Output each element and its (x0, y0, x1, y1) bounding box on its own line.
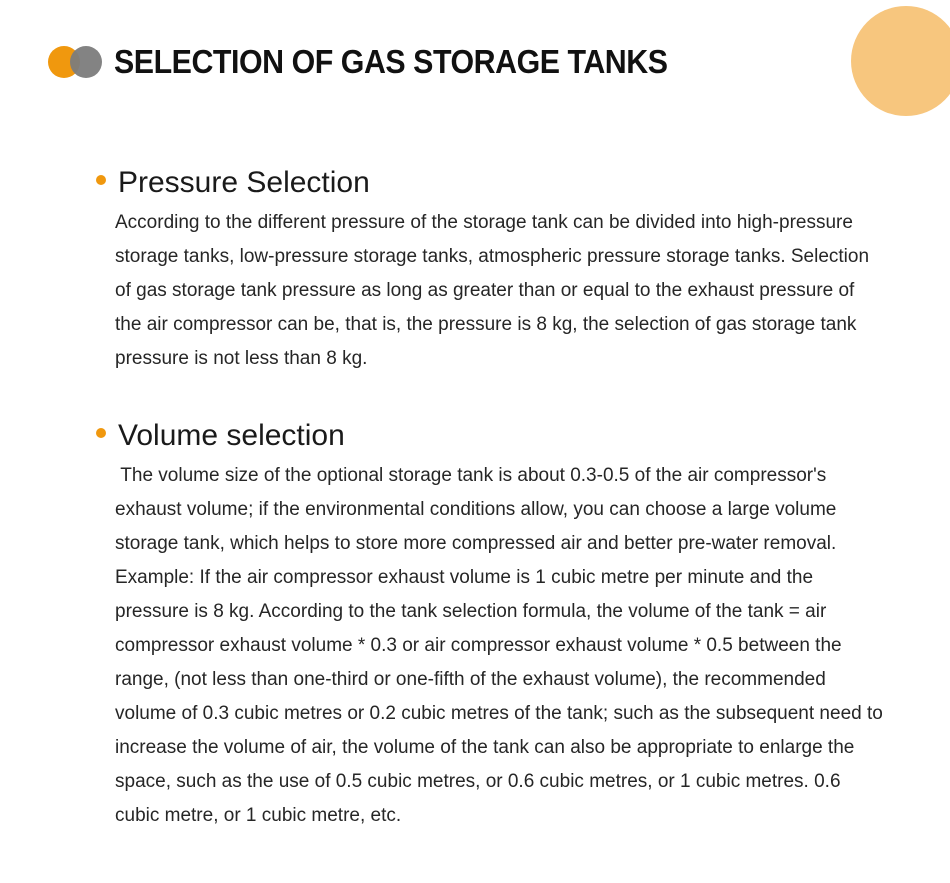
page-header (48, 40, 716, 84)
paragraph: Example: If the air compressor exhaust volume is 1 cubic metre per minute and the pressure is 8 kg. According to the tank selection formula, the volume of the tank = air compressor exhaust volume * 0.3 or air compressor exhaust volume * 0.5 between the range, (not less than one-third or one-fifth of the exhaust volume), the recommended volume of 0.3 cubic metres or 0.2 cubic metres of the tank; such as the subsequent need to increase the volume of air, the volume of the tank can also be appropriate to enlarge the space, such as the use of 0.5 cubic metres, or 0.6 cubic metres, or 1 cubic metres. 0.6 cubic metre, or 1 cubic metre, etc. (115, 567, 889, 826)
bullet-icon (96, 428, 106, 438)
logo-icon (48, 44, 106, 80)
section-heading-text: Pressure Selection (118, 166, 370, 199)
section-body (115, 459, 889, 833)
bullet-icon (96, 175, 106, 185)
paragraph: According to the different pressure of the storage tank can be divided into high-pressure storage tanks, low-pressure storage tanks, atmospheric pressure storage tanks. Selection of gas storage tank pressure as long as greater than or equal to the exhaust pressure of the air compressor can be, that is, the pressure is 8 kg, the selection of gas storage tank pressure is not less than 8 kg. (115, 212, 875, 369)
section-volume-selection (94, 417, 889, 833)
grey-dot-icon (70, 46, 102, 78)
section-pressure-selection (94, 164, 884, 376)
section-body (115, 206, 884, 376)
section-heading-text: Volume selection (118, 419, 345, 452)
section-heading (94, 417, 884, 455)
paragraph: The volume size of the optional storage tank is about 0.3-0.5 of the air compressor's exhaust volume; if the environmental conditions allow, you can choose a large volume storage tank, which helps to store more compressed air and better pre-water removal. (115, 465, 842, 554)
decorative-circle (851, 6, 950, 116)
section-heading (94, 164, 884, 202)
page-title: SELECTION OF GAS STORAGE TANKS (114, 43, 668, 80)
